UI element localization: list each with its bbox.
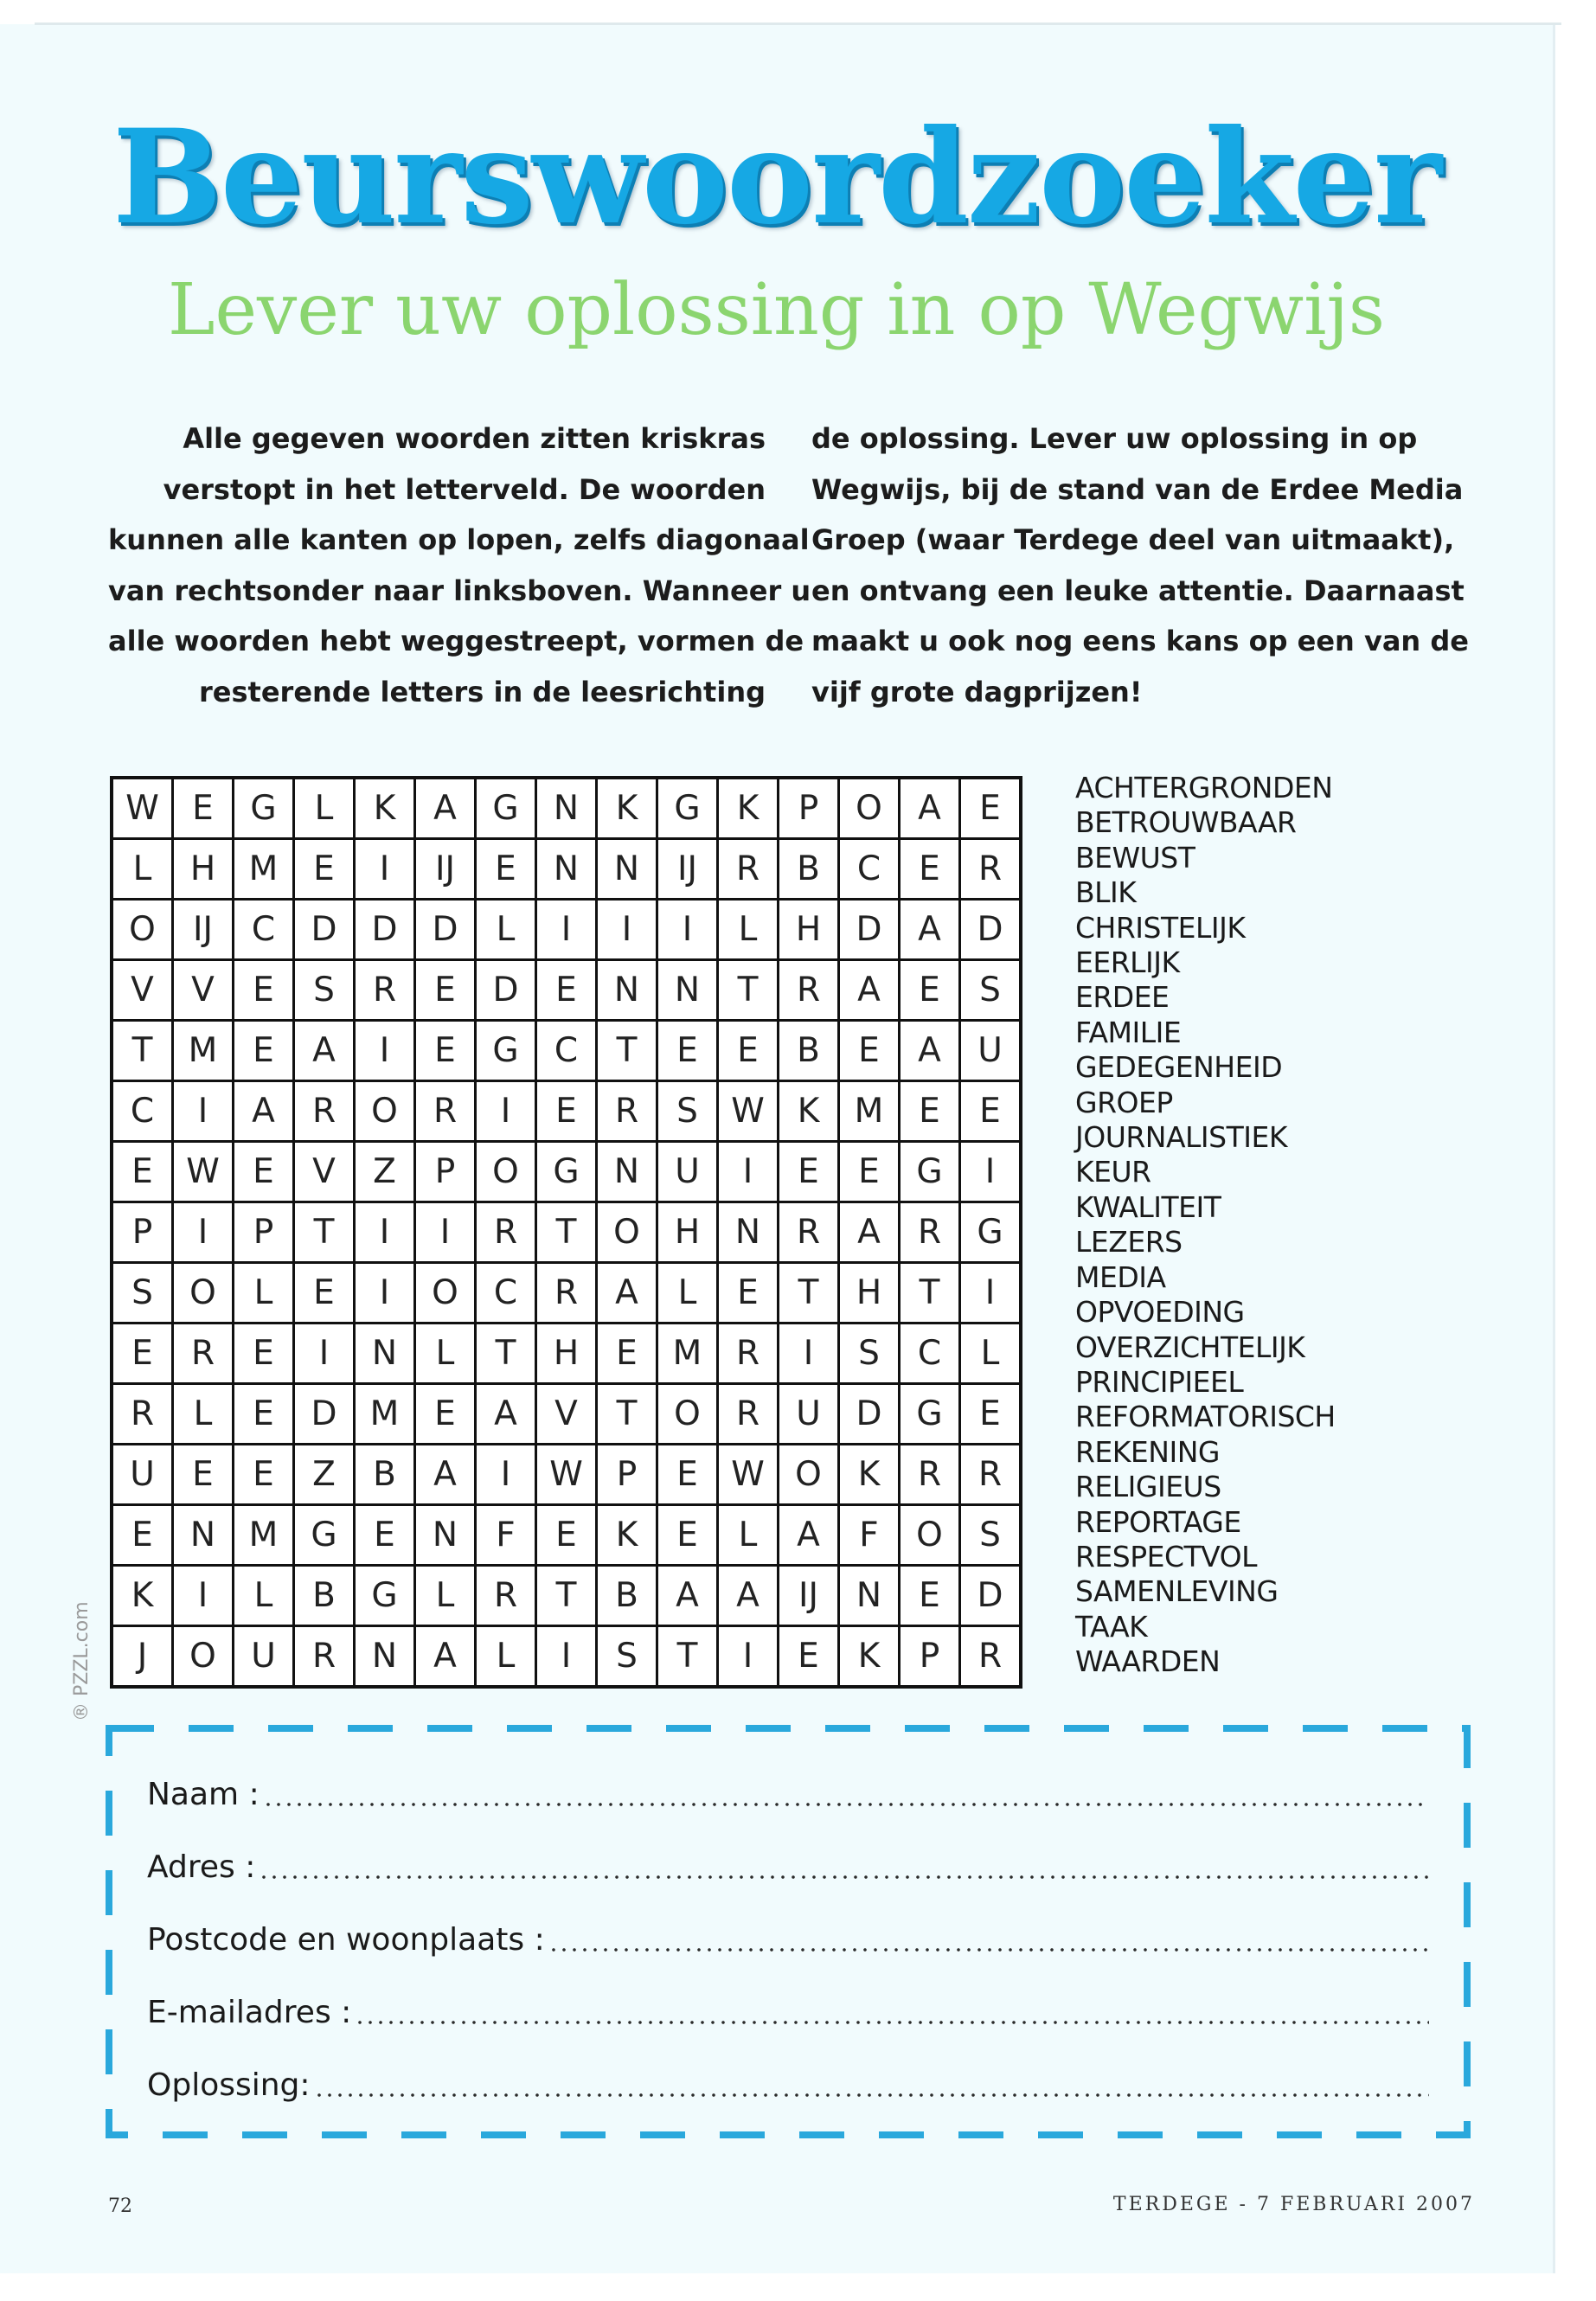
grid-cell[interactable]: A — [598, 1264, 656, 1322]
grid-cell[interactable]: N — [537, 779, 595, 837]
grid-cell[interactable]: T — [537, 1203, 595, 1261]
grid-cell[interactable]: L — [416, 1567, 474, 1625]
intro-line: Wegwijs, bij de stand van de Erdee Media — [811, 472, 1464, 506]
name-field[interactable] — [147, 1777, 1429, 1817]
grid-cell[interactable]: O — [477, 1143, 535, 1201]
grid-cell[interactable]: D — [961, 901, 1019, 958]
grid-cell[interactable]: N — [719, 1203, 777, 1261]
grid-cell[interactable]: E — [174, 779, 232, 837]
word-list-item: LEZERS — [1075, 1225, 1183, 1259]
grid-cell[interactable]: L — [113, 840, 171, 898]
grid-cell[interactable]: E — [779, 1143, 837, 1201]
grid-cell[interactable]: R — [295, 1627, 353, 1685]
grid-cell[interactable]: R — [416, 1082, 474, 1140]
grid-cell[interactable]: I — [295, 1324, 353, 1382]
grid-cell[interactable]: I — [658, 901, 716, 958]
grid-cell[interactable]: V — [537, 1385, 595, 1443]
grid-cell[interactable]: G — [901, 1143, 958, 1201]
grid-cell[interactable]: IJ — [658, 840, 716, 898]
grid-cell[interactable]: L — [961, 1324, 1019, 1382]
grid-cell[interactable]: G — [477, 1022, 535, 1080]
grid-cell[interactable]: E — [174, 1445, 232, 1503]
grid-cell[interactable]: E — [234, 1385, 292, 1443]
grid-cell[interactable]: O — [416, 1264, 474, 1322]
grid-cell[interactable]: A — [779, 1506, 837, 1564]
grid-cell[interactable]: C — [840, 840, 898, 898]
intro-line: verstopt in het letterveld. De woorden — [163, 472, 766, 506]
grid-cell[interactable]: W — [113, 779, 171, 837]
grid-cell[interactable]: R — [901, 1203, 958, 1261]
word-list-item: SAMENLEVING — [1075, 1574, 1279, 1609]
word-list-item: JOURNALISTIEK — [1075, 1120, 1287, 1155]
grid-cell[interactable]: R — [598, 1082, 656, 1140]
grid-cell[interactable]: E — [961, 1385, 1019, 1443]
grid-cell[interactable]: E — [901, 961, 958, 1019]
grid-cell[interactable]: E — [961, 779, 1019, 837]
grid-cell[interactable]: K — [113, 1567, 171, 1625]
word-list-item: BETROUWBAAR — [1075, 805, 1297, 840]
grid-cell[interactable]: V — [295, 1143, 353, 1201]
grid-cell[interactable]: G — [234, 779, 292, 837]
grid-cell[interactable]: I — [174, 1082, 232, 1140]
grid-cell[interactable]: O — [779, 1445, 837, 1503]
email-field[interactable] — [147, 1995, 1429, 2035]
grid-cell[interactable]: E — [416, 1022, 474, 1080]
grid-cell[interactable]: B — [295, 1567, 353, 1625]
grid-cell[interactable]: I — [598, 901, 656, 958]
grid-cell[interactable]: E — [658, 1022, 716, 1080]
grid-cell[interactable]: E — [234, 961, 292, 1019]
postcode-label: Postcode en woonplaats : — [147, 1922, 545, 1958]
grid-cell[interactable]: L — [719, 901, 777, 958]
grid-cell[interactable]: A — [901, 779, 958, 837]
grid-cell[interactable]: I — [961, 1143, 1019, 1201]
grid-cell[interactable]: G — [537, 1143, 595, 1201]
grid-cell[interactable]: E — [113, 1324, 171, 1382]
word-list-item: PRINCIPIEEL — [1075, 1364, 1244, 1399]
grid-cell[interactable]: A — [234, 1082, 292, 1140]
grid-cell[interactable]: O — [174, 1264, 232, 1322]
grid-cell[interactable]: U — [234, 1627, 292, 1685]
grid-cell[interactable]: O — [113, 901, 171, 958]
grid-cell[interactable]: Z — [295, 1445, 353, 1503]
solution-label: Oplossing: — [147, 2067, 311, 2103]
grid-cell[interactable]: E — [961, 1082, 1019, 1140]
intro-line: vijf grote dagprijzen! — [811, 675, 1143, 708]
grid-cell[interactable]: R — [719, 840, 777, 898]
intro-line: Alle gegeven woorden zitten kriskras — [183, 422, 766, 455]
word-list-item: RESPECTVOL — [1075, 1539, 1258, 1574]
grid-cell[interactable]: E — [658, 1506, 716, 1564]
name-dotted-line[interactable] — [263, 1801, 1429, 1808]
grid-cell[interactable]: E — [719, 1264, 777, 1322]
grid-cell[interactable]: K — [779, 1082, 837, 1140]
grid-cell[interactable]: A — [719, 1567, 777, 1625]
grid-cell[interactable]: E — [234, 1324, 292, 1382]
grid-cell[interactable]: IJ — [416, 840, 474, 898]
intro-line: alle woorden hebt weggestreept, vormen de — [108, 625, 804, 657]
grid-cell[interactable]: G — [901, 1385, 958, 1443]
grid-cell[interactable]: E — [295, 1264, 353, 1322]
grid-cell[interactable]: N — [416, 1506, 474, 1564]
entry-coupon — [106, 1725, 1471, 2138]
grid-cell[interactable]: E — [658, 1445, 716, 1503]
grid-cell[interactable]: E — [477, 840, 535, 898]
grid-cell[interactable]: D — [961, 1567, 1019, 1625]
grid-cell[interactable]: E — [113, 1506, 171, 1564]
grid-cell[interactable]: T — [113, 1022, 171, 1080]
grid-cell[interactable]: T — [598, 1022, 656, 1080]
grid-cell[interactable]: E — [234, 1143, 292, 1201]
grid-cell[interactable]: I — [537, 901, 595, 958]
grid-cell[interactable]: I — [416, 1203, 474, 1261]
solution-dotted-line[interactable] — [314, 2092, 1429, 2099]
grid-cell[interactable]: I — [961, 1264, 1019, 1322]
grid-cell[interactable]: P — [901, 1627, 958, 1685]
grid-cell[interactable]: S — [840, 1324, 898, 1382]
grid-cell[interactable]: I — [356, 1203, 413, 1261]
grid-cell[interactable]: M — [658, 1324, 716, 1382]
grid-cell[interactable]: O — [840, 779, 898, 837]
grid-cell[interactable]: C — [113, 1082, 171, 1140]
postcode-field[interactable] — [147, 1922, 1429, 1962]
grid-cell[interactable]: C — [537, 1022, 595, 1080]
grid-cell[interactable]: I — [719, 1627, 777, 1685]
word-list-item: GEDEGENHEID — [1075, 1050, 1283, 1085]
intro-line: Groep (waar Terdege deel van uitmaakt), — [811, 523, 1455, 556]
grid-cell[interactable]: C — [234, 901, 292, 958]
grid-cell[interactable]: G — [356, 1567, 413, 1625]
name-label: Naam : — [147, 1777, 260, 1812]
grid-cell[interactable]: R — [961, 1627, 1019, 1685]
grid-cell[interactable]: N — [537, 840, 595, 898]
grid-cell[interactable]: Z — [356, 1143, 413, 1201]
grid-cell[interactable]: L — [416, 1324, 474, 1382]
grid-cell[interactable]: V — [113, 961, 171, 1019]
grid-cell[interactable]: L — [234, 1264, 292, 1322]
word-list-item: WAARDEN — [1075, 1644, 1221, 1679]
grid-cell[interactable]: T — [537, 1567, 595, 1625]
grid-cell[interactable]: M — [234, 840, 292, 898]
grid-cell[interactable]: A — [840, 961, 898, 1019]
grid-cell[interactable]: T — [477, 1324, 535, 1382]
grid-cell[interactable]: O — [598, 1203, 656, 1261]
grid-cell[interactable]: E — [234, 1022, 292, 1080]
grid-cell[interactable]: S — [113, 1264, 171, 1322]
grid-cell[interactable]: A — [416, 1627, 474, 1685]
grid-cell[interactable]: R — [901, 1445, 958, 1503]
grid-cell[interactable]: E — [295, 840, 353, 898]
grid-cell[interactable]: A — [416, 1445, 474, 1503]
address-dotted-line[interactable] — [259, 1874, 1429, 1881]
grid-cell[interactable]: L — [174, 1385, 232, 1443]
grid-cell[interactable]: M — [840, 1082, 898, 1140]
grid-cell[interactable]: L — [477, 1627, 535, 1685]
word-list-item: KWALITEIT — [1075, 1189, 1221, 1224]
grid-cell[interactable]: R — [113, 1385, 171, 1443]
grid-cell[interactable]: G — [295, 1506, 353, 1564]
address-field[interactable] — [147, 1849, 1429, 1889]
grid-cell[interactable]: H — [537, 1324, 595, 1382]
grid-cell[interactable]: G — [477, 779, 535, 837]
word-list-item: OPVOEDING — [1075, 1295, 1245, 1330]
grid-cell[interactable]: P — [416, 1143, 474, 1201]
grid-cell[interactable]: D — [477, 961, 535, 1019]
intro-line: van rechtsonder naar linksboven. Wanneer u — [108, 574, 811, 607]
grid-cell[interactable]: H — [174, 840, 232, 898]
page-number: 72 — [108, 2195, 132, 2217]
grid-cell[interactable]: R — [295, 1082, 353, 1140]
grid-cell[interactable]: B — [356, 1445, 413, 1503]
solution-field[interactable] — [147, 2067, 1429, 2107]
grid-cell[interactable]: D — [840, 901, 898, 958]
word-list-item: CHRISTELIJK — [1075, 910, 1246, 945]
grid-cell[interactable]: N — [598, 1143, 656, 1201]
grid-cell[interactable]: G — [658, 779, 716, 837]
grid-cell[interactable]: A — [658, 1567, 716, 1625]
address-label: Adres : — [147, 1849, 256, 1885]
grid-cell[interactable]: D — [416, 901, 474, 958]
grid-cell[interactable]: I — [477, 1082, 535, 1140]
grid-cell[interactable]: W — [719, 1445, 777, 1503]
grid-cell[interactable]: H — [658, 1203, 716, 1261]
grid-cell[interactable]: T — [598, 1385, 656, 1443]
grid-cell[interactable]: R — [961, 1445, 1019, 1503]
word-list-item: REKENING — [1075, 1434, 1220, 1469]
grid-cell[interactable]: S — [295, 961, 353, 1019]
word-list-item: FAMILIE — [1075, 1015, 1182, 1049]
word-list-item: GROEP — [1075, 1085, 1173, 1119]
grid-cell[interactable]: O — [658, 1385, 716, 1443]
grid-cell[interactable]: S — [658, 1082, 716, 1140]
grid-cell[interactable]: A — [901, 901, 958, 958]
grid-cell[interactable]: A — [840, 1203, 898, 1261]
word-list-item: TAAK — [1075, 1609, 1148, 1644]
grid-cell[interactable]: P — [234, 1203, 292, 1261]
grid-cell[interactable]: R — [356, 961, 413, 1019]
intro-line: de oplossing. Lever uw oplossing in op — [811, 422, 1418, 455]
grid-cell[interactable]: V — [174, 961, 232, 1019]
grid-cell[interactable]: E — [537, 961, 595, 1019]
grid-cell[interactable]: B — [598, 1567, 656, 1625]
grid-cell[interactable]: M — [234, 1506, 292, 1564]
grid-cell[interactable]: P — [779, 779, 837, 837]
grid-cell[interactable]: R — [961, 840, 1019, 898]
grid-cell[interactable]: I — [356, 1264, 413, 1322]
email-dotted-line[interactable] — [355, 2019, 1429, 2026]
grid-cell[interactable]: W — [537, 1445, 595, 1503]
grid-cell[interactable]: E — [598, 1324, 656, 1382]
word-list-item: REPORTAGE — [1075, 1504, 1241, 1539]
grid-cell[interactable]: K — [598, 1506, 656, 1564]
word-list-item: OVERZICHTELIJK — [1075, 1330, 1305, 1364]
grid-cell[interactable]: T — [779, 1264, 837, 1322]
grid-cell[interactable]: K — [598, 779, 656, 837]
grid-cell[interactable]: N — [356, 1324, 413, 1382]
grid-cell[interactable]: K — [356, 779, 413, 837]
word-list-item: EERLIJK — [1075, 945, 1180, 980]
grid-cell[interactable]: I — [719, 1143, 777, 1201]
grid-cell[interactable]: IJ — [779, 1567, 837, 1625]
grid-cell[interactable]: N — [598, 840, 656, 898]
grid-cell[interactable]: I — [779, 1324, 837, 1382]
grid-cell[interactable]: F — [477, 1506, 535, 1564]
grid-cell[interactable]: I — [477, 1445, 535, 1503]
grid-cell[interactable]: D — [840, 1385, 898, 1443]
grid-cell[interactable]: E — [719, 1022, 777, 1080]
grid-cell[interactable]: T — [901, 1264, 958, 1322]
grid-cell[interactable]: R — [719, 1385, 777, 1443]
grid-cell[interactable]: E — [901, 840, 958, 898]
postcode-dotted-line[interactable] — [548, 1946, 1429, 1953]
grid-cell[interactable]: B — [779, 840, 837, 898]
intro-right-column — [811, 413, 1469, 717]
grid-cell[interactable]: E — [779, 1627, 837, 1685]
grid-cell[interactable]: O — [901, 1506, 958, 1564]
grid-cell[interactable]: A — [295, 1022, 353, 1080]
grid-cell[interactable]: E — [901, 1567, 958, 1625]
publication-footer: TERDEGE - 7 FEBRUARI 2007 — [1112, 2194, 1475, 2215]
grid-cell[interactable]: T — [295, 1203, 353, 1261]
intro-line: maakt u ook nog eens kans op een van de — [811, 625, 1469, 657]
grid-cell[interactable]: O — [356, 1082, 413, 1140]
grid-cell[interactable]: N — [356, 1627, 413, 1685]
grid-cell[interactable]: T — [658, 1627, 716, 1685]
grid-cell[interactable]: R — [779, 1203, 837, 1261]
intro-line: resterende letters in de leesrichting — [199, 675, 766, 708]
grid-cell[interactable]: U — [658, 1143, 716, 1201]
page-subtitle: Lever uw oplossing in op Wegwijs — [168, 269, 1385, 351]
word-list-item: BEWUST — [1075, 840, 1195, 875]
grid-cell[interactable]: M — [356, 1385, 413, 1443]
intro-line: en ontvang een leuke attentie. Daarnaast — [811, 574, 1465, 607]
grid-cell[interactable]: G — [961, 1203, 1019, 1261]
grid-cell[interactable]: R — [174, 1324, 232, 1382]
grid-cell[interactable]: H — [840, 1264, 898, 1322]
grid-cell[interactable]: S — [598, 1627, 656, 1685]
grid-cell[interactable]: E — [416, 1385, 474, 1443]
grid-cell[interactable]: A — [416, 779, 474, 837]
word-list — [1075, 771, 1336, 1680]
grid-cell[interactable]: D — [295, 1385, 353, 1443]
grid-cell[interactable]: I — [537, 1627, 595, 1685]
grid-cell[interactable]: E — [537, 1082, 595, 1140]
grid-cell[interactable]: E — [840, 1022, 898, 1080]
grid-cell[interactable]: R — [537, 1264, 595, 1322]
grid-cell[interactable]: E — [234, 1445, 292, 1503]
word-list-item: ACHTERGRONDEN — [1075, 771, 1333, 804]
copyright-notice: ® PZZL.com — [71, 1601, 93, 1721]
grid-cell[interactable]: M — [174, 1022, 232, 1080]
email-label: E-mailadres : — [147, 1995, 352, 2030]
grid-cell[interactable]: U — [961, 1022, 1019, 1080]
grid-cell[interactable]: U — [779, 1385, 837, 1443]
page-title: Beurswoordzoeker — [112, 101, 1440, 253]
intro-line: kunnen alle kanten op lopen, zelfs diagonaal — [108, 523, 810, 556]
grid-cell[interactable]: D — [295, 901, 353, 958]
grid-cell[interactable]: R — [477, 1203, 535, 1261]
grid-cell[interactable]: N — [174, 1506, 232, 1564]
grid-cell[interactable]: N — [658, 961, 716, 1019]
grid-cell[interactable]: U — [113, 1445, 171, 1503]
grid-cell[interactable]: P — [113, 1203, 171, 1261]
grid-cell[interactable]: L — [658, 1264, 716, 1322]
grid-cell[interactable]: A — [477, 1385, 535, 1443]
word-list-item: BLIK — [1075, 875, 1137, 910]
grid-cell[interactable]: N — [840, 1567, 898, 1625]
grid-cell[interactable]: E — [901, 1082, 958, 1140]
grid-cell[interactable]: K — [840, 1627, 898, 1685]
grid-cell[interactable]: S — [961, 1506, 1019, 1564]
grid-cell[interactable]: IJ — [174, 901, 232, 958]
grid-cell[interactable]: O — [174, 1627, 232, 1685]
grid-cell[interactable]: I — [174, 1203, 232, 1261]
grid-cell[interactable]: R — [719, 1324, 777, 1382]
grid-cell[interactable]: D — [356, 901, 413, 958]
word-list-item: ERDEE — [1075, 980, 1170, 1015]
grid-cell[interactable]: C — [901, 1324, 958, 1382]
grid-cell[interactable]: T — [719, 961, 777, 1019]
grid-cell[interactable]: R — [779, 961, 837, 1019]
grid-cell[interactable]: W — [174, 1143, 232, 1201]
grid-cell[interactable]: W — [719, 1082, 777, 1140]
grid-cell[interactable]: R — [477, 1567, 535, 1625]
grid-cell[interactable]: E — [537, 1506, 595, 1564]
grid-cell[interactable]: N — [598, 961, 656, 1019]
grid-cell[interactable]: H — [779, 901, 837, 958]
grid-cell[interactable]: F — [840, 1506, 898, 1564]
top-rule — [35, 22, 1561, 25]
grid-cell[interactable]: P — [598, 1445, 656, 1503]
letter-grid — [110, 776, 1022, 1689]
word-list-item: REFORMATORISCH — [1075, 1400, 1336, 1434]
grid-cell[interactable]: A — [901, 1022, 958, 1080]
grid-cell[interactable]: L — [719, 1506, 777, 1564]
grid-cell[interactable]: B — [779, 1022, 837, 1080]
word-list-item: RELIGIEUS — [1075, 1470, 1221, 1504]
grid-cell[interactable]: E — [113, 1143, 171, 1201]
grid-cell[interactable]: C — [477, 1264, 535, 1322]
grid-cell[interactable]: K — [719, 779, 777, 837]
grid-cell[interactable]: L — [295, 779, 353, 837]
word-list-item: MEDIA — [1075, 1259, 1166, 1294]
grid-cell[interactable]: I — [356, 840, 413, 898]
grid-cell[interactable]: J — [113, 1627, 171, 1685]
grid-cell[interactable]: S — [961, 961, 1019, 1019]
grid-cell[interactable]: L — [234, 1567, 292, 1625]
grid-cell[interactable]: E — [416, 961, 474, 1019]
grid-cell[interactable]: I — [174, 1567, 232, 1625]
grid-cell[interactable]: E — [356, 1506, 413, 1564]
grid-cell[interactable]: I — [356, 1022, 413, 1080]
grid-cell[interactable]: K — [840, 1445, 898, 1503]
intro-left-column — [108, 413, 811, 717]
grid-cell[interactable]: E — [840, 1143, 898, 1201]
word-list-item: KEUR — [1075, 1155, 1151, 1189]
grid-cell[interactable]: L — [477, 901, 535, 958]
